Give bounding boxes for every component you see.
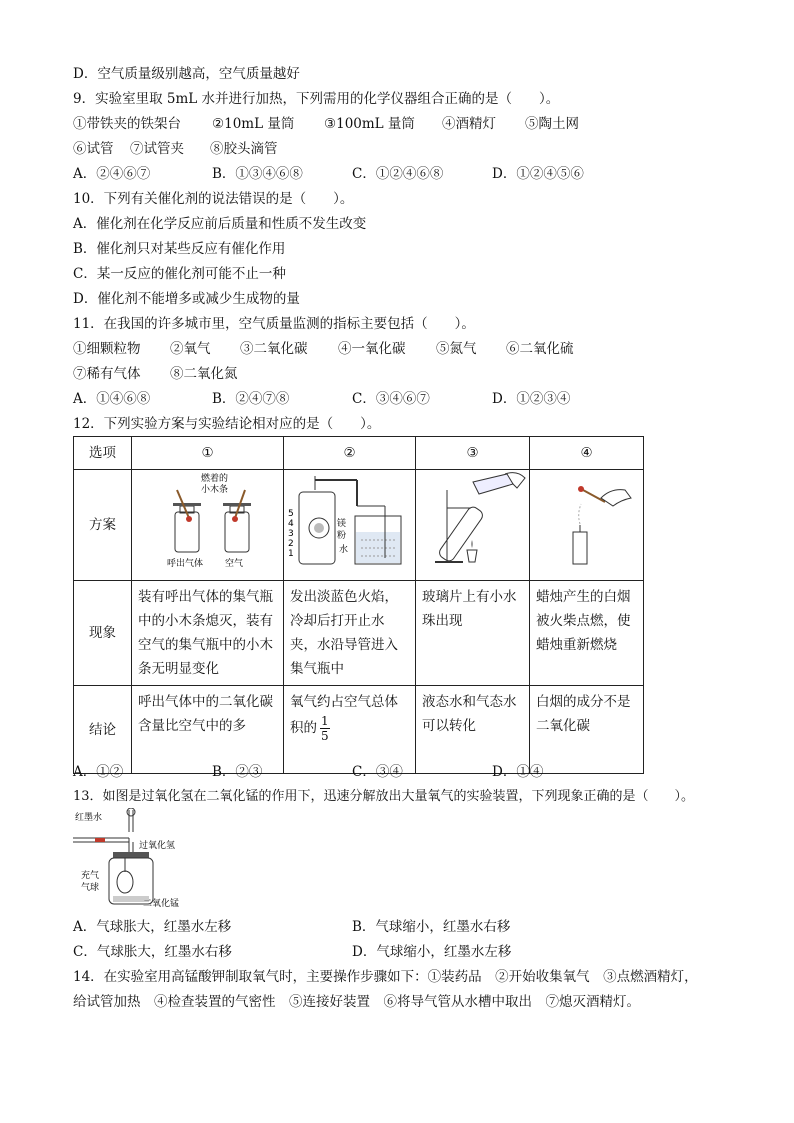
peroxide-decomposition-figure	[73, 808, 203, 910]
q10-option-b: B．催化剂只对某些反应有催化作用	[73, 241, 286, 257]
q11-item: ⑤氮气	[436, 341, 477, 357]
q12-phenomenon-row	[74, 581, 644, 686]
breath-comparison-figure	[133, 470, 283, 572]
q12-row-label-phenomenon: 现象	[74, 581, 132, 686]
q10-option-d: D．催化剂不能增多或减少生成物的量	[73, 291, 300, 307]
q9-option-d: D．①②④⑤⑥	[492, 166, 584, 182]
fraction-numerator: 1	[321, 714, 329, 728]
q9-stem: 9．实验室里取 5mL 水并进行加热，下列需用的化学仪器组合正确的是（ ）。	[73, 91, 560, 107]
q14-line-2: 给试管加热 ④检查装置的气密性 ⑤连接好装置 ⑥将导气管从水槽中取出 ⑦熄灭酒精灯。	[73, 994, 640, 1010]
fig2-mark: 2	[287, 539, 294, 549]
q12-row-label-scheme: 方案	[74, 470, 132, 581]
q12-phenomenon-3: 玻璃片上有小水珠出现	[416, 581, 530, 686]
q11-item: ①细颗粒物	[73, 341, 141, 357]
q9-item: ⑤陶土网	[525, 116, 579, 132]
q12-option-d: D．①④	[492, 764, 544, 780]
q12-header-option: 选项	[74, 437, 132, 470]
fig2-label-powder: 粉	[336, 531, 346, 541]
q13-option-a: A．气球胀大，红墨水左移	[73, 919, 232, 935]
q11-option-a: A．①④⑥⑧	[73, 391, 151, 407]
q8-option-d: D．空气质量级别越高，空气质量越好	[73, 66, 300, 82]
fig13-balloon-label: 充气	[81, 871, 100, 881]
q12-phenomenon-4: 蜡烛产生的白烟被火柴点燃，使蜡烛重新燃烧	[530, 581, 644, 686]
fig1-left-label: 呼出气体	[166, 559, 203, 569]
q11-item: ④一氧化碳	[338, 341, 406, 357]
q9-item: ③100mL 量筒	[324, 116, 415, 132]
q11-item: ②氧气	[170, 341, 211, 357]
q12-phenomenon-2: 发出淡蓝色火焰，冷却后打开止水夹，水沿导管进入集气瓶中	[284, 581, 416, 686]
q10-option-a: A．催化剂在化学反应前后质量和性质不发生改变	[73, 216, 367, 232]
fig13-balloon-label-2: 气球	[81, 883, 100, 893]
q12-scheme-row	[74, 470, 644, 581]
q11-item: ⑧二氧化氮	[170, 366, 238, 382]
q12-header-2: ②	[284, 437, 416, 470]
fig2-label-mg: 镁	[336, 519, 346, 529]
fraction-denominator: 5	[321, 729, 329, 743]
fig1-top-label-2: 小木条	[200, 485, 228, 495]
q9-item: ④酒精灯	[442, 116, 496, 132]
q12-fig4-cell	[530, 470, 644, 581]
candle-smoke-figure	[531, 470, 643, 572]
q12-table	[73, 436, 644, 774]
q9-option-a: A．②④⑥⑦	[73, 166, 151, 182]
fig13-ink-label: 红墨水	[75, 813, 103, 823]
fig2-label-water: 水	[338, 545, 348, 555]
fig1-right-label: 空气	[224, 559, 243, 569]
q11-option-d: D．①②③④	[492, 391, 571, 407]
q9-option-c: C．①②④⑥⑧	[352, 166, 444, 182]
q11-item: ⑥二氧化硫	[506, 341, 574, 357]
q9-item: ⑥试管	[73, 141, 114, 157]
q12-conclusion-row	[74, 686, 644, 774]
q12-option-b: B．②③	[212, 764, 263, 780]
q11-option-c: C．③④⑥⑦	[352, 391, 430, 407]
q12-header-row	[74, 437, 644, 470]
q12-conclusion-4: 白烟的成分不是二氧化碳	[530, 686, 644, 774]
q13-stem: 13．如图是过氧化氢在二氧化锰的作用下，迅速分解放出大量氧气的实验装置，下列现象正确的是（ ）。	[73, 789, 695, 804]
water-heating-figure	[417, 470, 529, 572]
q12-header-3: ③	[416, 437, 530, 470]
q11-option-b: B．②④⑦⑧	[212, 391, 290, 407]
q12-conclusion-1: 呼出气体中的二氧化碳含量比空气中的多	[132, 686, 284, 774]
q14-line-1: 14．在实验室用高锰酸钾制取氧气时，主要操作步骤如下：①装药品 ②开始收集氧气 ③点燃酒精灯，	[73, 969, 698, 985]
fig2-mark: 1	[287, 549, 294, 559]
q9-item: ①带铁夹的铁架台	[73, 116, 181, 132]
q12-header-4: ④	[530, 437, 644, 470]
fig1-top-label: 燃着的	[200, 474, 228, 484]
q13-option-b: B．气球缩小，红墨水右移	[352, 919, 511, 935]
q10-stem: 10．下列有关催化剂的说法错误的是（ ）。	[73, 191, 354, 207]
q13-option-d: D．气球缩小，红墨水左移	[352, 944, 512, 960]
q12-option-a: A．①②	[73, 764, 124, 780]
q9-item: ②10mL 量筒	[212, 116, 295, 132]
q11-item: ⑦稀有气体	[73, 366, 141, 382]
fig2-mark: 4	[287, 519, 294, 529]
q12-row-label-conclusion: 结论	[74, 686, 132, 774]
q12-phenomenon-1: 装有呼出气体的集气瓶中的小木条熄灭，装有空气的集气瓶中的小木条无明显变化	[132, 581, 284, 686]
q13-option-c: C．气球胀大，红墨水右移	[73, 944, 232, 960]
fig2-mark: 5	[287, 509, 294, 519]
fig13-h2o2-label: 过氧化氢	[139, 841, 176, 851]
q12-fig2-cell	[284, 470, 416, 581]
fig2-mark: 3	[287, 529, 294, 539]
q9-option-b: B．①③④⑥⑧	[212, 166, 303, 182]
fig13-mno2-label: 二氧化锰	[143, 899, 180, 909]
q10-option-c: C．某一反应的催化剂可能不止一种	[73, 266, 286, 282]
q12-header-1: ①	[132, 437, 284, 470]
q12-stem: 12．下列实验方案与实验结论相对应的是（ ）。	[73, 416, 381, 432]
q12-option-c: C．③④	[352, 764, 403, 780]
q9-item: ⑦试管夹	[130, 141, 184, 157]
q12-conclusion-2-cell	[284, 686, 416, 774]
q11-item: ③二氧化碳	[240, 341, 308, 357]
q11-stem: 11．在我国的许多城市里，空气质量监测的指标主要包括（ ）。	[73, 316, 475, 332]
q12-conclusion-2: 氧气约占空气总体积的	[290, 694, 398, 736]
fraction-one-fifth	[320, 714, 330, 743]
q9-item: ⑧胶头滴管	[210, 141, 278, 157]
q12-fig1-cell	[132, 470, 284, 581]
q12-fig3-cell	[416, 470, 530, 581]
q12-conclusion-3: 液态水和气态水可以转化	[416, 686, 530, 774]
magnesium-combustion-figure	[285, 470, 415, 572]
